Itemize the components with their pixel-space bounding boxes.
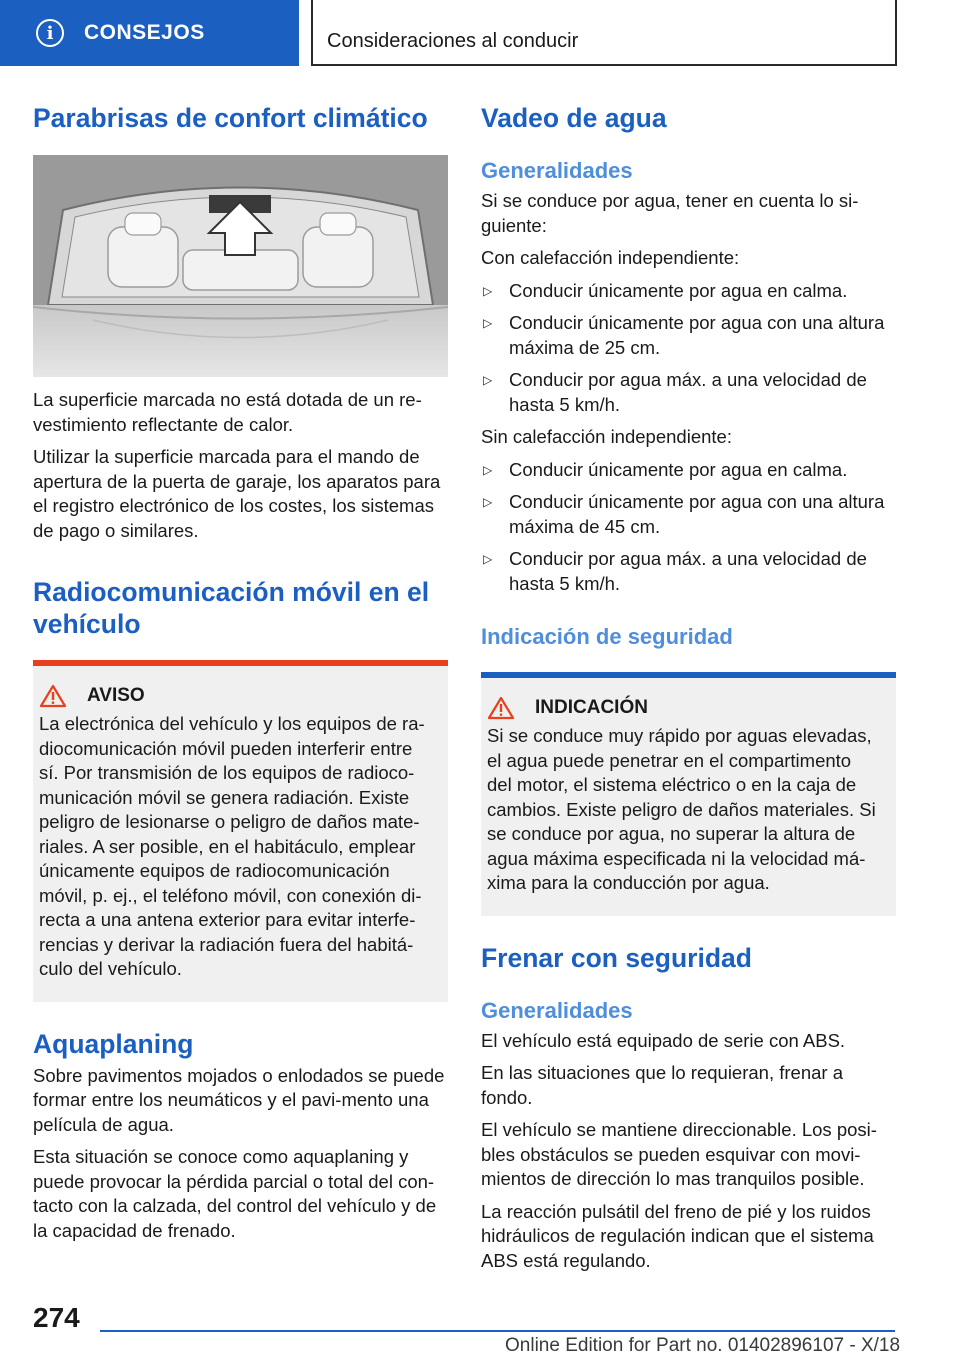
heading-radiocomunicacion: Radiocomunicación móvil en el vehículo bbox=[33, 577, 430, 639]
aviso-head bbox=[39, 684, 430, 708]
aviso-title: AVISO bbox=[87, 685, 145, 706]
aviso-notice bbox=[33, 660, 448, 1002]
list-item: ▷ Conducir por agua máx. a una velocidad de hasta 5 km/h. bbox=[483, 548, 867, 594]
bullet-triangle-icon: ▷ bbox=[483, 552, 493, 566]
p-aqua-1: Sobre pavimentos mojados o enlodados se puede formar entre los neumáticos y el pavi-mento una película de agua. bbox=[33, 1064, 445, 1135]
list-item: ▷ Conducir únicamente por agua en calma. bbox=[481, 279, 896, 304]
p-frenar-4: La reacción pulsátil del freno de pié y los ruidos hidráulicos de regulación indican que el sistema ABS está regulando. bbox=[481, 1200, 874, 1271]
windshield-illustration bbox=[33, 155, 448, 377]
p-sin-calefaccion: Sin calefacción independiente: bbox=[481, 426, 732, 447]
section-title: Consideraciones al conducir bbox=[327, 30, 579, 52]
indicacion-head bbox=[487, 696, 878, 720]
list-item: ▷ Conducir por agua máx. a una velocidad de hasta 5 km/h. bbox=[483, 369, 867, 415]
warning-icon bbox=[487, 696, 515, 720]
list-item: ▷ Conducir únicamente por agua en calma. bbox=[481, 458, 896, 483]
indicacion-text: Si se conduce muy rápido por aguas elevadas, el agua puede penetrar en el compartimento del motor, el sistema eléctrico o en la caja de cambios. Existe peligro de daños materiales. Si se conduce por agua, no superar la altura de agua máxima especificada ni la velocidad má-xima para la conducción por agua. bbox=[487, 725, 876, 893]
p-vadeo-intro: Si se conduce por agua, tener en cuenta lo si-guiente: bbox=[481, 190, 859, 236]
chapter-tab[interactable] bbox=[0, 0, 299, 66]
p-frenar-1: El vehículo está equipado de serie con ABS. bbox=[481, 1029, 846, 1051]
bullet-triangle-icon: ▷ bbox=[483, 495, 493, 509]
subheading-generalidades-2: Generalidades bbox=[481, 997, 633, 1023]
subheading-indicacion: Indicación de seguridad bbox=[481, 624, 733, 649]
indicacion-notice bbox=[481, 672, 896, 916]
info-icon: i bbox=[36, 19, 64, 47]
indicacion-title: INDICACIÓN bbox=[535, 697, 648, 718]
heading-aquaplaning: Aquaplaning bbox=[33, 1028, 194, 1059]
subheading-generalidades-1: Generalidades bbox=[481, 158, 633, 183]
heading-vadeo: Vadeo de agua bbox=[481, 103, 667, 133]
bullet-triangle-icon: ▷ bbox=[483, 373, 493, 387]
p-aqua-2: Esta situación se conoce como aquaplaning y puede provocar la pérdida parcial o total del con-tacto con la calzada, del control del vehículo y de la capacidad de frenado. bbox=[33, 1146, 437, 1241]
list-item: ▷ Conducir únicamente por agua con una altura máxima de 25 cm. bbox=[483, 312, 885, 358]
p-superficie-2: Utilizar la superficie marcada para el mando de apertura de la puerta de garaje, los aparatos para el registro electrónico de los costes, los sistemas de pago o similares. bbox=[33, 446, 441, 541]
p-con-calefaccion: Con calefacción independiente: bbox=[481, 247, 740, 268]
list-sin-calefaccion bbox=[481, 458, 896, 597]
list-con-calefaccion bbox=[481, 279, 896, 418]
p-frenar-2: En las situaciones que lo requieran, frenar a fondo. bbox=[481, 1062, 843, 1108]
p-superficie-1: La superficie marcada no está dotada de un re-vestimiento reflectante de calor. bbox=[33, 389, 422, 435]
warning-icon bbox=[39, 684, 67, 708]
right-column bbox=[481, 96, 896, 1273]
chapter-tab-label: CONSEJOS bbox=[84, 21, 205, 44]
page-number: 274 bbox=[33, 1302, 80, 1333]
heading-parabrisas: Parabrisas de confort climático bbox=[33, 103, 428, 133]
section-header bbox=[311, 0, 897, 66]
bullet-triangle-icon: ▷ bbox=[483, 283, 493, 298]
bullet-triangle-icon: ▷ bbox=[483, 316, 493, 330]
heading-frenar: Frenar con seguridad bbox=[481, 942, 752, 973]
p-frenar-3: El vehículo se mantiene direccionable. Los posi-bles obstáculos se pueden esquivar con movi-mientos de dirección lo mas tranquilos posible. bbox=[481, 1119, 877, 1189]
left-column bbox=[33, 96, 448, 1243]
bullet-triangle-icon: ▷ bbox=[483, 462, 493, 477]
footer-rule bbox=[100, 1330, 895, 1332]
list-item: ▷ Conducir únicamente por agua con una altura máxima de 45 cm. bbox=[483, 491, 885, 537]
aviso-text: La electrónica del vehículo y los equipos de ra-diocomunicación móvil pueden interferir entre sí. Por transmisión de los equipos de radioco-municación móvil se genera radiación. Existe peligro de lesionarse o peligro de daños mate-riales. A ser posible, en el habitáculo, emplear únicamente equipos de radiocomunicación móvil, p. ej., el teléfono móvil, con conexión di-recta a una antena exterior para evitar interfe-rencias y derivar la radiación fuera del habitá-culo del vehículo. bbox=[39, 713, 425, 979]
edition-text: Online Edition for Part no. 01402896107 - X/18 bbox=[505, 1335, 901, 1356]
